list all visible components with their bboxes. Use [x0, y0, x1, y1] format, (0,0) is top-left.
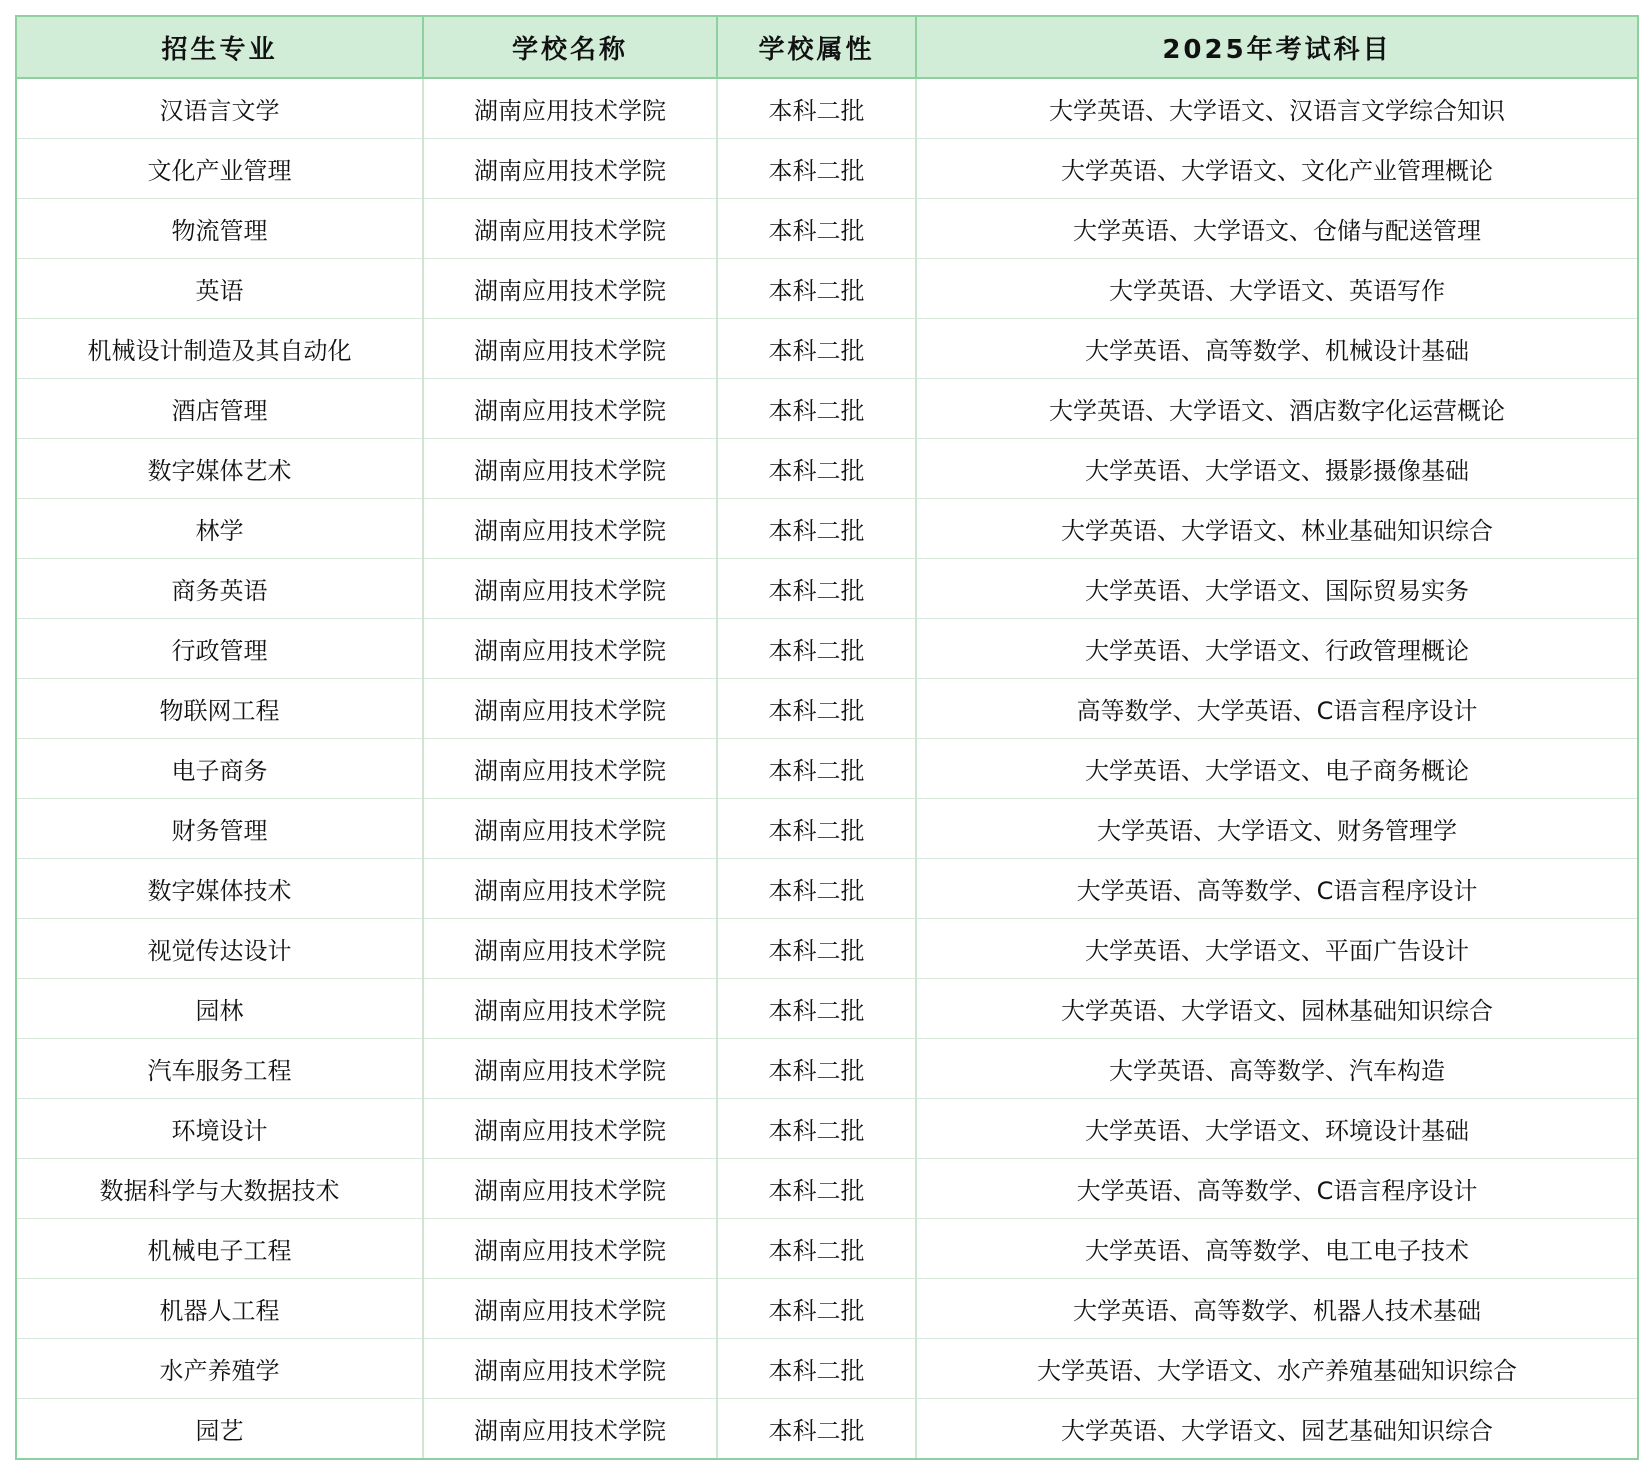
table-row	[16, 199, 1638, 259]
cell-major: 数字媒体艺术	[16, 439, 423, 499]
table-row	[16, 259, 1638, 319]
table-row	[16, 78, 1638, 139]
table-row	[16, 619, 1638, 679]
cell-exam-subjects: 大学英语、大学语文、仓储与配送管理	[916, 199, 1638, 259]
cell-exam-subjects: 大学英语、大学语文、摄影摄像基础	[916, 439, 1638, 499]
cell-exam-subjects: 大学英语、大学语文、财务管理学	[916, 799, 1638, 859]
cell-exam-subjects: 大学英语、高等数学、汽车构造	[916, 1039, 1638, 1099]
table-row	[16, 799, 1638, 859]
table-body	[16, 78, 1638, 1459]
header-exam-subjects: 2025年考试科目	[916, 16, 1638, 78]
cell-major: 水产养殖学	[16, 1339, 423, 1399]
cell-school-name: 湖南应用技术学院	[423, 259, 717, 319]
cell-school-name: 湖南应用技术学院	[423, 1399, 717, 1460]
cell-school-name: 湖南应用技术学院	[423, 319, 717, 379]
table-row	[16, 1339, 1638, 1399]
cell-school-name: 湖南应用技术学院	[423, 1279, 717, 1339]
header-row	[16, 16, 1638, 78]
cell-school-type: 本科二批	[717, 799, 916, 859]
cell-school-name: 湖南应用技术学院	[423, 1039, 717, 1099]
cell-school-name: 湖南应用技术学院	[423, 1219, 717, 1279]
table-row	[16, 739, 1638, 799]
cell-school-name: 湖南应用技术学院	[423, 1159, 717, 1219]
header-major: 招生专业	[16, 16, 423, 78]
cell-exam-subjects: 大学英语、大学语文、园艺基础知识综合	[916, 1399, 1638, 1460]
cell-exam-subjects: 大学英语、大学语文、酒店数字化运营概论	[916, 379, 1638, 439]
cell-exam-subjects: 大学英语、高等数学、C语言程序设计	[916, 1159, 1638, 1219]
cell-school-type: 本科二批	[717, 859, 916, 919]
cell-exam-subjects: 大学英语、大学语文、英语写作	[916, 259, 1638, 319]
cell-school-name: 湖南应用技术学院	[423, 559, 717, 619]
cell-exam-subjects: 大学英语、大学语文、行政管理概论	[916, 619, 1638, 679]
cell-school-type: 本科二批	[717, 1339, 916, 1399]
cell-school-type: 本科二批	[717, 259, 916, 319]
admissions-table	[15, 15, 1639, 1460]
cell-exam-subjects: 大学英语、大学语文、平面广告设计	[916, 919, 1638, 979]
cell-school-type: 本科二批	[717, 679, 916, 739]
table-row	[16, 1399, 1638, 1460]
cell-exam-subjects: 大学英语、大学语文、园林基础知识综合	[916, 979, 1638, 1039]
cell-school-name: 湖南应用技术学院	[423, 199, 717, 259]
table-row	[16, 499, 1638, 559]
table-row	[16, 1279, 1638, 1339]
cell-exam-subjects: 大学英语、大学语文、林业基础知识综合	[916, 499, 1638, 559]
cell-major: 数字媒体技术	[16, 859, 423, 919]
cell-major: 物流管理	[16, 199, 423, 259]
table-row	[16, 1219, 1638, 1279]
cell-major: 视觉传达设计	[16, 919, 423, 979]
cell-exam-subjects: 大学英语、高等数学、C语言程序设计	[916, 859, 1638, 919]
cell-major: 机械设计制造及其自动化	[16, 319, 423, 379]
cell-school-type: 本科二批	[717, 78, 916, 139]
table-row	[16, 379, 1638, 439]
cell-exam-subjects: 高等数学、大学英语、C语言程序设计	[916, 679, 1638, 739]
table-row	[16, 319, 1638, 379]
cell-school-type: 本科二批	[717, 919, 916, 979]
cell-school-type: 本科二批	[717, 319, 916, 379]
cell-major: 环境设计	[16, 1099, 423, 1159]
cell-major: 汽车服务工程	[16, 1039, 423, 1099]
cell-school-name: 湖南应用技术学院	[423, 1339, 717, 1399]
table-row	[16, 139, 1638, 199]
table-row	[16, 679, 1638, 739]
cell-school-type: 本科二批	[717, 1099, 916, 1159]
cell-major: 园林	[16, 979, 423, 1039]
cell-school-name: 湖南应用技术学院	[423, 919, 717, 979]
table-row	[16, 1039, 1638, 1099]
cell-exam-subjects: 大学英语、高等数学、机械设计基础	[916, 319, 1638, 379]
table-row	[16, 439, 1638, 499]
cell-school-type: 本科二批	[717, 1159, 916, 1219]
table-row	[16, 979, 1638, 1039]
cell-school-name: 湖南应用技术学院	[423, 799, 717, 859]
cell-major: 机器人工程	[16, 1279, 423, 1339]
cell-school-type: 本科二批	[717, 439, 916, 499]
table-row	[16, 919, 1638, 979]
cell-major: 商务英语	[16, 559, 423, 619]
cell-school-name: 湖南应用技术学院	[423, 979, 717, 1039]
header-school-name: 学校名称	[423, 16, 717, 78]
cell-school-type: 本科二批	[717, 1399, 916, 1460]
table-row	[16, 859, 1638, 919]
cell-school-type: 本科二批	[717, 1039, 916, 1099]
cell-major: 园艺	[16, 1399, 423, 1460]
cell-exam-subjects: 大学英语、高等数学、机器人技术基础	[916, 1279, 1638, 1339]
cell-school-name: 湖南应用技术学院	[423, 78, 717, 139]
cell-school-name: 湖南应用技术学院	[423, 679, 717, 739]
cell-school-type: 本科二批	[717, 979, 916, 1039]
cell-major: 英语	[16, 259, 423, 319]
cell-exam-subjects: 大学英语、大学语文、国际贸易实务	[916, 559, 1638, 619]
cell-school-name: 湖南应用技术学院	[423, 739, 717, 799]
cell-major: 汉语言文学	[16, 78, 423, 139]
cell-major: 酒店管理	[16, 379, 423, 439]
cell-school-name: 湖南应用技术学院	[423, 619, 717, 679]
cell-major: 物联网工程	[16, 679, 423, 739]
table-row	[16, 559, 1638, 619]
cell-major: 机械电子工程	[16, 1219, 423, 1279]
cell-school-type: 本科二批	[717, 139, 916, 199]
cell-exam-subjects: 大学英语、大学语文、电子商务概论	[916, 739, 1638, 799]
cell-school-name: 湖南应用技术学院	[423, 379, 717, 439]
cell-exam-subjects: 大学英语、大学语文、水产养殖基础知识综合	[916, 1339, 1638, 1399]
cell-major: 财务管理	[16, 799, 423, 859]
table-header	[16, 16, 1638, 78]
cell-major: 文化产业管理	[16, 139, 423, 199]
cell-major: 数据科学与大数据技术	[16, 1159, 423, 1219]
cell-major: 行政管理	[16, 619, 423, 679]
cell-school-name: 湖南应用技术学院	[423, 439, 717, 499]
cell-school-type: 本科二批	[717, 499, 916, 559]
cell-exam-subjects: 大学英语、大学语文、汉语言文学综合知识	[916, 78, 1638, 139]
cell-exam-subjects: 大学英语、高等数学、电工电子技术	[916, 1219, 1638, 1279]
table-row	[16, 1159, 1638, 1219]
cell-exam-subjects: 大学英语、大学语文、文化产业管理概论	[916, 139, 1638, 199]
admissions-table-container	[15, 15, 1637, 1460]
cell-school-type: 本科二批	[717, 739, 916, 799]
header-school-type: 学校属性	[717, 16, 916, 78]
cell-school-type: 本科二批	[717, 379, 916, 439]
cell-school-type: 本科二批	[717, 559, 916, 619]
cell-school-name: 湖南应用技术学院	[423, 1099, 717, 1159]
table-row	[16, 1099, 1638, 1159]
cell-school-name: 湖南应用技术学院	[423, 499, 717, 559]
cell-school-type: 本科二批	[717, 1279, 916, 1339]
cell-school-name: 湖南应用技术学院	[423, 859, 717, 919]
cell-school-name: 湖南应用技术学院	[423, 139, 717, 199]
cell-major: 电子商务	[16, 739, 423, 799]
cell-school-type: 本科二批	[717, 199, 916, 259]
cell-school-type: 本科二批	[717, 619, 916, 679]
cell-exam-subjects: 大学英语、大学语文、环境设计基础	[916, 1099, 1638, 1159]
cell-school-type: 本科二批	[717, 1219, 916, 1279]
cell-major: 林学	[16, 499, 423, 559]
